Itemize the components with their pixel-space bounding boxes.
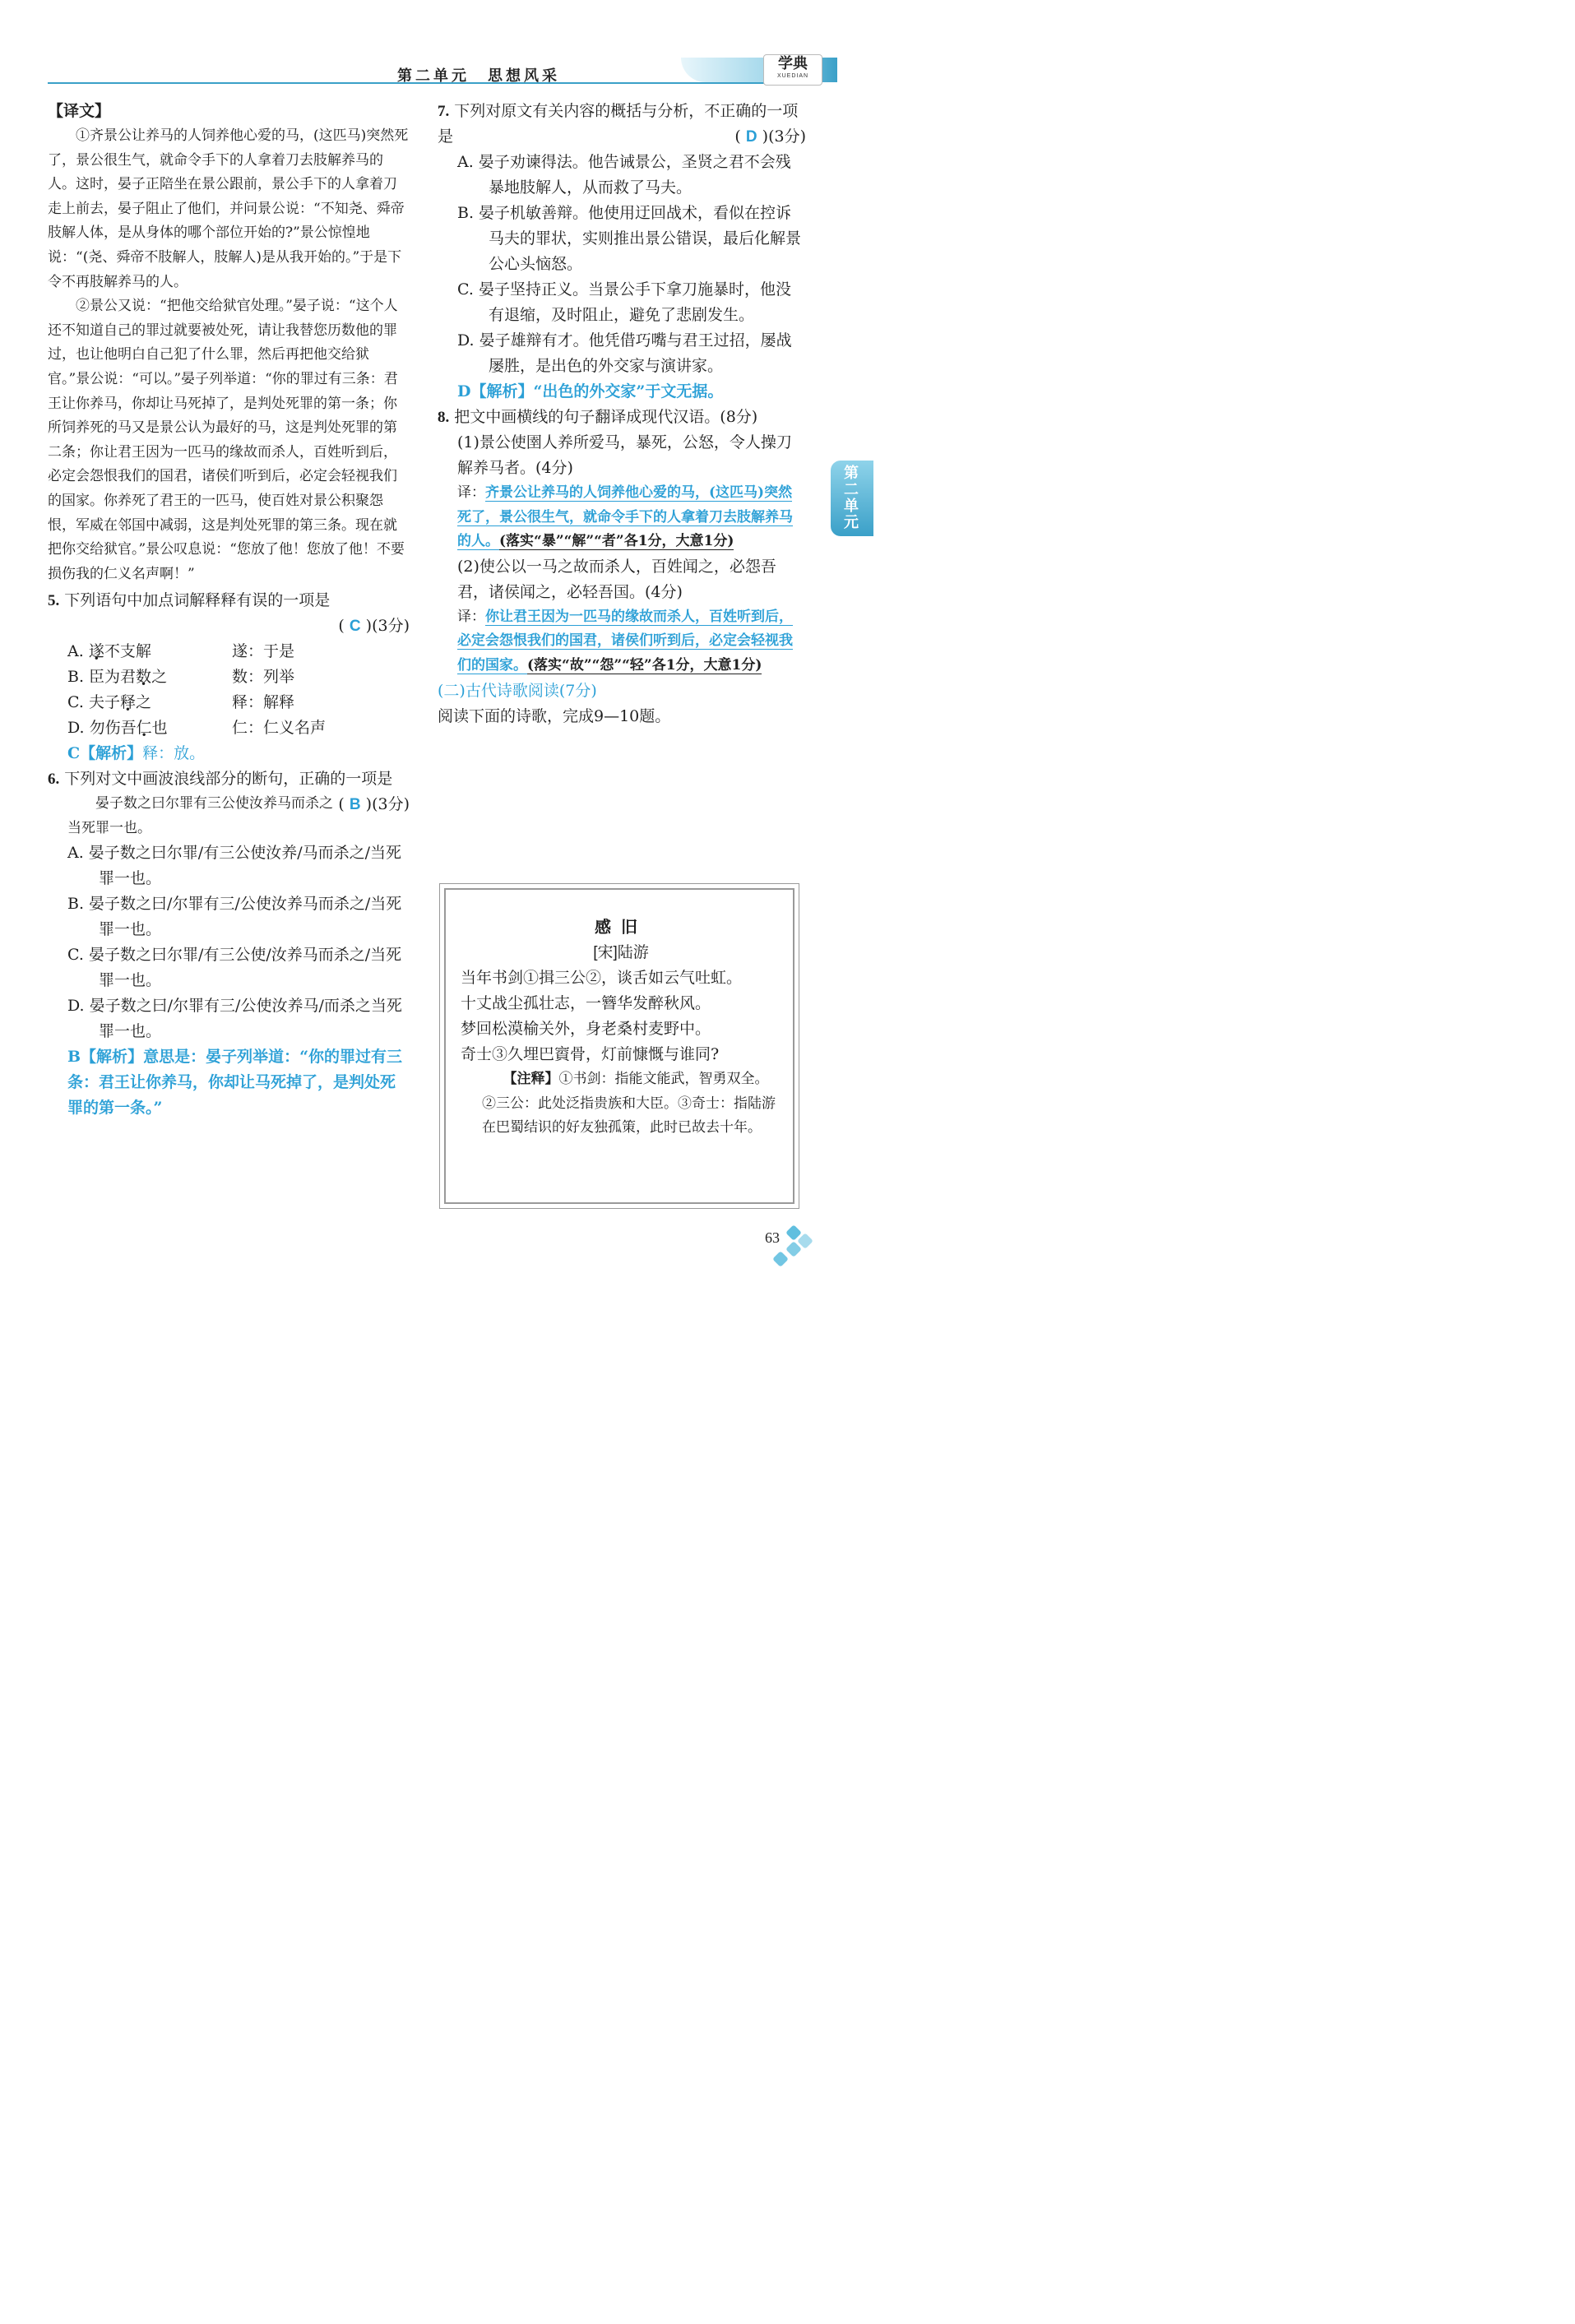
- q7-analysis: “出色的外交家”于文无据。: [533, 382, 724, 400]
- side-tab-label: 第二单元: [844, 465, 859, 531]
- q8-sentence-1: (1)景公使圉人养所爱马，暴死，公怒，令人操刀解养马者。(4分): [457, 433, 792, 477]
- q5-option-a-gloss: 遂：于是: [232, 642, 295, 661]
- unit-side-tab[interactable]: [831, 461, 873, 536]
- q8-translation-2-note: (落实“故”“怨”“轻”各1分，大意1分): [527, 656, 762, 674]
- q7-stem: 下列对原文有关内容的概括与分析，不正确的一项是: [438, 102, 799, 146]
- q5-answer: C: [349, 618, 361, 636]
- q6-paren-open: (: [338, 795, 345, 814]
- poem-box: [444, 888, 794, 1204]
- poem-line: 奇士③久埋巴賨骨，灯前慷慨与谁同?: [461, 1045, 720, 1063]
- q5-option-c: C. 夫子释之: [67, 693, 151, 712]
- q5-score: )(3分): [365, 617, 410, 636]
- q5-option-d-gloss: 仁：仁义名声: [232, 719, 327, 738]
- emphasis-dot-char: 遂: [88, 642, 104, 661]
- q8-translation-1-note: (落实“暴”“解”“者”各1分，大意1分): [499, 533, 734, 550]
- q6-score: )(3分): [365, 795, 410, 814]
- q7-answer-line: [734, 124, 806, 150]
- q5-option-b: B. 臣为君数之: [67, 668, 168, 687]
- right-column: [438, 99, 806, 729]
- q7-option-a: A. 晏子劝谏得法。他告诫景公，圣贤之君不会残暴地肢解人，从而救了马夫。: [457, 153, 791, 197]
- q6-passage: 晏子数之曰尔罪有三公使汝养马而杀之当死罪一也。: [67, 795, 333, 836]
- q5-options: [67, 639, 410, 741]
- q7-option-b: B. 晏子机敏善辩。他使用迂回战术，看似在控诉马夫的罪状，实则推出景公错误，最后化解景公心头恼怒。: [457, 204, 802, 273]
- q7-option-d: D. 晏子雄辩有才。他凭借巧嘴与君王过招，屡战屡胜，是出色的外交家与演讲家。: [457, 331, 792, 375]
- brand-logo: [763, 54, 822, 86]
- q6-option-c: C. 晏子数之曰尔罪/有三公使/汝养马而杀之/当死罪一也。: [67, 946, 402, 990]
- emphasis-dot-char: 数: [136, 668, 152, 687]
- hexagon-decoration-icon: [772, 1251, 789, 1267]
- q6-analysis-tag: B【解析】: [67, 1048, 144, 1067]
- emphasis-dot-char: 仁: [136, 719, 152, 738]
- section-2-title: (二)古代诗歌阅读(7分): [438, 681, 597, 700]
- poem-line: 十丈战尘孤壮志，一簪华发醉秋风。: [461, 994, 711, 1012]
- q7-paren-open: (: [734, 127, 741, 146]
- q5-option-b-gloss: 数：列举: [232, 668, 295, 687]
- q8-stem: 把文中画横线的句子翻译成现代汉语。(8分): [454, 408, 758, 426]
- q7-answer: D: [745, 128, 757, 146]
- q5-analysis: 释：放。: [142, 744, 206, 763]
- poem-note: ①书剑：指能文能武，智勇双全。②三公：此处泛指贵族和大臣。③奇士：指陆游在巴蜀结识的好友独孤策，此时已故去十年。: [482, 1071, 776, 1137]
- page-header: [48, 55, 809, 86]
- q6-analysis: 意思是：晏子列举道：“你的罪过有三条：君王让你养马，你却让马死掉了，是判处死罪的第一条。”: [67, 1048, 402, 1118]
- poem-line: 当年书剑①揖三公②，谈舌如云气吐虹。: [461, 969, 743, 987]
- poem-author: [宋]陆游: [593, 944, 649, 961]
- q7-analysis-tag: D【解析】: [457, 382, 534, 400]
- q8-translation-2: 你让君王因为一匹马的缘故而杀人，百姓听到后，必定会怨恨我们的国君，诸侯们听到后，必定会轻视我们的国家。: [457, 608, 793, 674]
- question-6: [48, 766, 410, 1121]
- question-7: [438, 99, 806, 405]
- q7-option-c: C. 晏子坚持正义。当景公手下拿刀施暴时，他没有退缩，及时阻止，避免了悲剧发生。: [457, 280, 791, 324]
- q6-option-d: D. 晏子数之曰/尔罪有三/公使汝养马/而杀之当死罪一也。: [67, 997, 402, 1041]
- translation-paragraph-1: ①齐景公让养马的人饲养他心爱的马，(这匹马)突然死了，景公很生气，就命令手下的人拿着刀去肢解养马的人。这时，晏子正陪坐在景公跟前，景公手下的人拿着刀走上前去，晏子阻止了他们，并问景公说：“不知尧、舜帝肢解人体，是从身体的哪个部位开始的?”景公惊惶地说：“(尧、舜帝不肢解人，肢解人)是从我开始的。”于是下令不再肢解养马的人。: [48, 127, 409, 290]
- page-number: 63: [765, 1229, 780, 1246]
- q7-score: )(3分): [762, 127, 806, 146]
- q6-answer: B: [349, 796, 361, 814]
- q5-analysis-tag: C【解析】: [67, 744, 143, 763]
- q8-number: 8.: [438, 409, 450, 426]
- unit-title: 第二单元 思想风采: [397, 67, 560, 85]
- q7-number: 7.: [438, 103, 450, 120]
- logo-main-text: 学典: [778, 55, 808, 72]
- q5-answer-line: [48, 613, 410, 639]
- q6-number: 6.: [48, 771, 60, 789]
- question-5: [48, 588, 410, 766]
- poem-line: 梦回松漠榆关外，身老桑村麦野中。: [461, 1020, 711, 1038]
- q5-number: 5.: [48, 592, 60, 610]
- logo-sub-text: XUEDIAN: [776, 73, 809, 79]
- q8-translation-1: 齐景公让养马的人饲养他心爱的马，(这匹马)突然死了，景公很生气，就命令手下的人拿着刀去肢解养马的人。: [457, 484, 793, 550]
- poem-note-tag: 【注释】: [503, 1071, 559, 1087]
- q5-paren-open: (: [338, 617, 345, 636]
- left-column: [48, 99, 410, 1121]
- q5-option-d: D. 勿伤吾仁也: [67, 719, 168, 738]
- section-2-instruction: 阅读下面的诗歌，完成9—10题。: [438, 706, 671, 725]
- q8-sentence-2: (2)使公以一马之故而杀人，百姓闻之，必怨吾君，诸侯闻之，必轻吾国。(4分): [457, 557, 776, 601]
- q5-option-c-gloss: 释：解释: [232, 693, 295, 712]
- poem-title: 感旧: [595, 917, 647, 937]
- q8-t2-label: 译：: [457, 608, 485, 625]
- q6-answer-line: [338, 792, 410, 817]
- q5-stem: 下列语句中加点词解释释有误的一项是: [64, 591, 331, 610]
- q5-option-a: A. 遂不支解: [67, 642, 151, 661]
- translation-heading: 【译文】: [48, 102, 111, 120]
- translation-paragraph-2: ②景公又说：“把他交给狱官处理。”晏子说：“这个人还不知道自己的罪过就要被处死，请让我替您历数他的罪过，也让他明白自己犯了什么罪，然后再把他交给狱官。”景公说：“可以。”晏子列举道：“你的罪过有三条：君王让你养马，你却让马死掉了，是判处死罪的第一条；你所饲养死的马又是景公认为最好的马，这是判处死罪的第二条；你让君王因为一匹马的缘故而杀人，百姓听到后，必定会怨恨我们的国君，诸侯们听到后，必定会轻视我们的国家。你养死了君王的一匹马，使百姓对景公积聚怨恨，军威在邻国中减弱，这是判处死罪的第三条。现在就把你交给狱官。”景公叹息说：“您放了他！您放了他！不要损伤我的仁义名声啊！”: [48, 298, 405, 582]
- emphasis-dot-char: 释: [119, 693, 136, 712]
- question-8: [438, 405, 806, 678]
- q6-stem: 下列对文中画波浪线部分的断句，正确的一项是: [64, 770, 393, 789]
- q8-t1-label: 译：: [457, 484, 485, 501]
- q6-option-a: A. 晏子数之曰尔罪/有三公使汝养/马而杀之/当死罪一也。: [67, 844, 402, 888]
- q6-option-b: B. 晏子数之曰/尔罪有三/公使汝养马而杀之/当死罪一也。: [67, 895, 402, 939]
